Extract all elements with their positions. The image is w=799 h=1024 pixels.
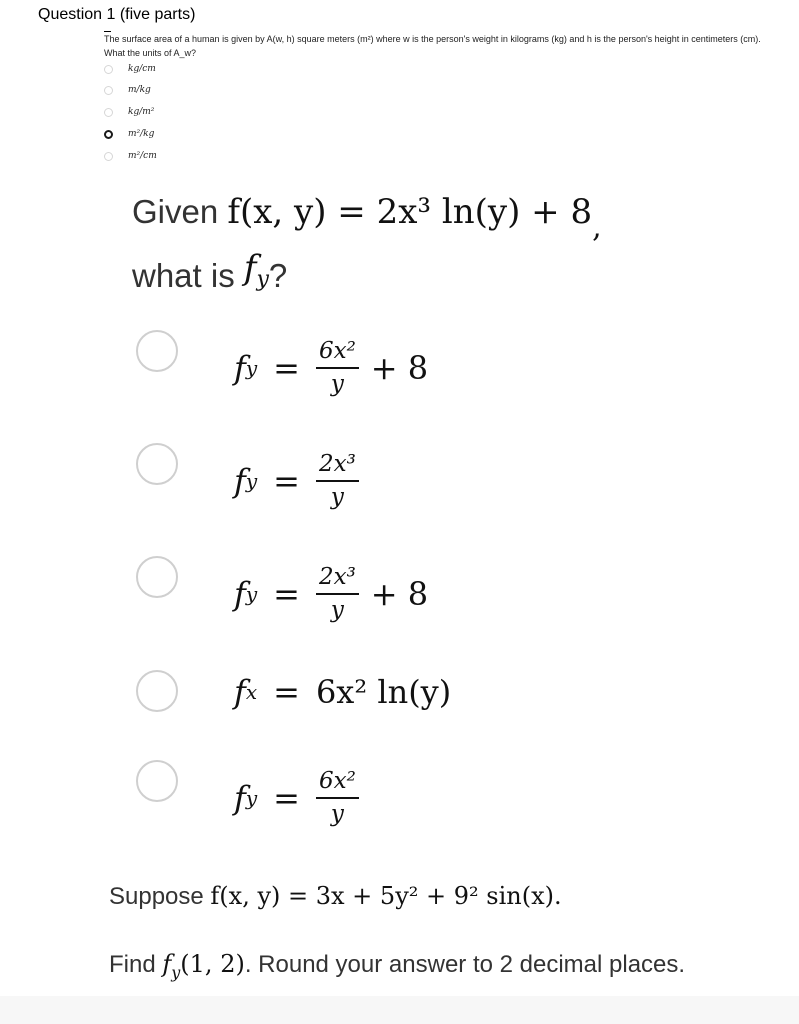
equals-sign: = bbox=[273, 462, 300, 500]
q2-option-0-numerator: 6x² bbox=[318, 337, 356, 364]
q2-option-4-equation bbox=[234, 763, 371, 833]
equals-sign: = bbox=[273, 673, 300, 711]
q2-option-1-numerator: 2x³ bbox=[318, 450, 356, 477]
q2-option-0-equation bbox=[234, 333, 428, 403]
q2-option-4-numerator: 6x² bbox=[318, 767, 356, 794]
q1-option-1[interactable] bbox=[104, 83, 151, 97]
q2-option-3-lhs: f bbox=[234, 673, 246, 711]
q3-suppose-label: Suppose bbox=[109, 883, 204, 910]
q2-given-label: Given bbox=[132, 193, 219, 230]
q2-option-4-fraction bbox=[316, 769, 359, 828]
q1-option-2[interactable] bbox=[104, 105, 155, 119]
q2-function: f(x, y) = 2x³ ln(y) + 8 bbox=[227, 192, 593, 232]
q3-function: f(x, y) = 3x + 5y² + 9² sin(x). bbox=[210, 882, 562, 910]
q1-option-label: m/kg bbox=[128, 85, 151, 95]
footer-band bbox=[0, 996, 799, 1024]
q1-option-label: m²/kg bbox=[128, 129, 155, 139]
q2-option-2-lhs: f bbox=[234, 575, 246, 613]
q1-prompt: The surface area of a human is given by A(w, h) square meters (m²) where w is the person's weight in kilograms (kg) and h is the person's height in centimeters (cm). What the units of A_w? bbox=[104, 34, 761, 58]
radio-button[interactable] bbox=[104, 108, 113, 117]
radio-button[interactable] bbox=[104, 86, 113, 95]
q2-option-4-denominator: y bbox=[330, 801, 344, 827]
q2-option-3-radio[interactable] bbox=[136, 670, 178, 712]
question-title: Question 1 (five parts) bbox=[38, 6, 196, 23]
q2-option-2-equation bbox=[234, 559, 428, 629]
q2-option-2-denominator: y bbox=[330, 597, 344, 623]
radio-button[interactable] bbox=[104, 152, 113, 161]
q2-question-mark: ? bbox=[268, 257, 288, 294]
q2-option-0-fraction bbox=[316, 339, 359, 398]
q2-ask-label: what is bbox=[132, 257, 235, 294]
q2-option-1-denominator: y bbox=[330, 484, 344, 510]
q1-option-label: kg/m² bbox=[128, 107, 155, 117]
q2-option-4-sub: y bbox=[245, 786, 258, 810]
q2-option-1-radio[interactable] bbox=[136, 443, 178, 485]
q2-option-0-denominator: y bbox=[330, 371, 344, 397]
q3-find-label: Find bbox=[109, 951, 156, 978]
q2-option-0-radio[interactable] bbox=[136, 330, 178, 372]
q1-option-0[interactable] bbox=[104, 62, 156, 76]
q2-option-0-lhs: f bbox=[234, 349, 246, 387]
q2-option-0-sub: y bbox=[245, 356, 258, 380]
q2-option-1-equation bbox=[234, 446, 371, 516]
q2-option-4-radio[interactable] bbox=[136, 760, 178, 802]
q2-option-2-radio[interactable] bbox=[136, 556, 178, 598]
q2-option-2-numerator: 2x³ bbox=[318, 563, 356, 590]
q2-option-1-lhs: f bbox=[234, 462, 246, 500]
q2-prompt-line-1 bbox=[132, 192, 602, 245]
q1-option-label: m²/cm bbox=[128, 151, 157, 161]
equals-sign: = bbox=[273, 575, 300, 613]
q2-option-0-tail: + 8 bbox=[370, 349, 429, 387]
q3-find-args: (1, 2) bbox=[180, 950, 245, 978]
q2-option-2-fraction bbox=[316, 565, 359, 624]
q2-option-4-lhs: f bbox=[234, 779, 246, 817]
q2-option-3-equation bbox=[234, 664, 451, 720]
q2-prompt-line-2 bbox=[132, 248, 288, 296]
q3-find-sub: y bbox=[171, 963, 181, 982]
q2-option-3-rhs: 6x² ln(y) bbox=[315, 673, 452, 711]
fraction-bar bbox=[316, 367, 359, 369]
equals-sign: = bbox=[273, 779, 300, 817]
fraction-bar bbox=[316, 797, 359, 799]
q2-option-1-fraction bbox=[316, 452, 359, 511]
q1-option-4[interactable] bbox=[104, 149, 157, 163]
q1-option-3[interactable] bbox=[104, 127, 155, 141]
equals-sign: = bbox=[273, 349, 300, 387]
q2-ask-var: f bbox=[243, 248, 257, 288]
q3-find-var: f bbox=[162, 950, 172, 978]
q2-comma: , bbox=[592, 210, 602, 245]
q2-option-2-sub: y bbox=[245, 582, 258, 606]
radio-button[interactable] bbox=[104, 65, 113, 74]
q2-option-2-tail: + 8 bbox=[370, 575, 429, 613]
q3-instruction: . Round your answer to 2 decimal places. bbox=[244, 951, 686, 978]
q3-find-line bbox=[109, 950, 686, 982]
fraction-bar bbox=[316, 480, 359, 482]
q1-option-label: kg/cm bbox=[128, 64, 156, 74]
q2-ask-sub: y bbox=[256, 267, 269, 292]
radio-button-selected[interactable] bbox=[104, 130, 113, 139]
q2-option-3-sub: x bbox=[245, 680, 258, 704]
fraction-bar bbox=[316, 593, 359, 595]
q3-suppose-line bbox=[109, 882, 562, 911]
q2-option-1-sub: y bbox=[245, 469, 258, 493]
